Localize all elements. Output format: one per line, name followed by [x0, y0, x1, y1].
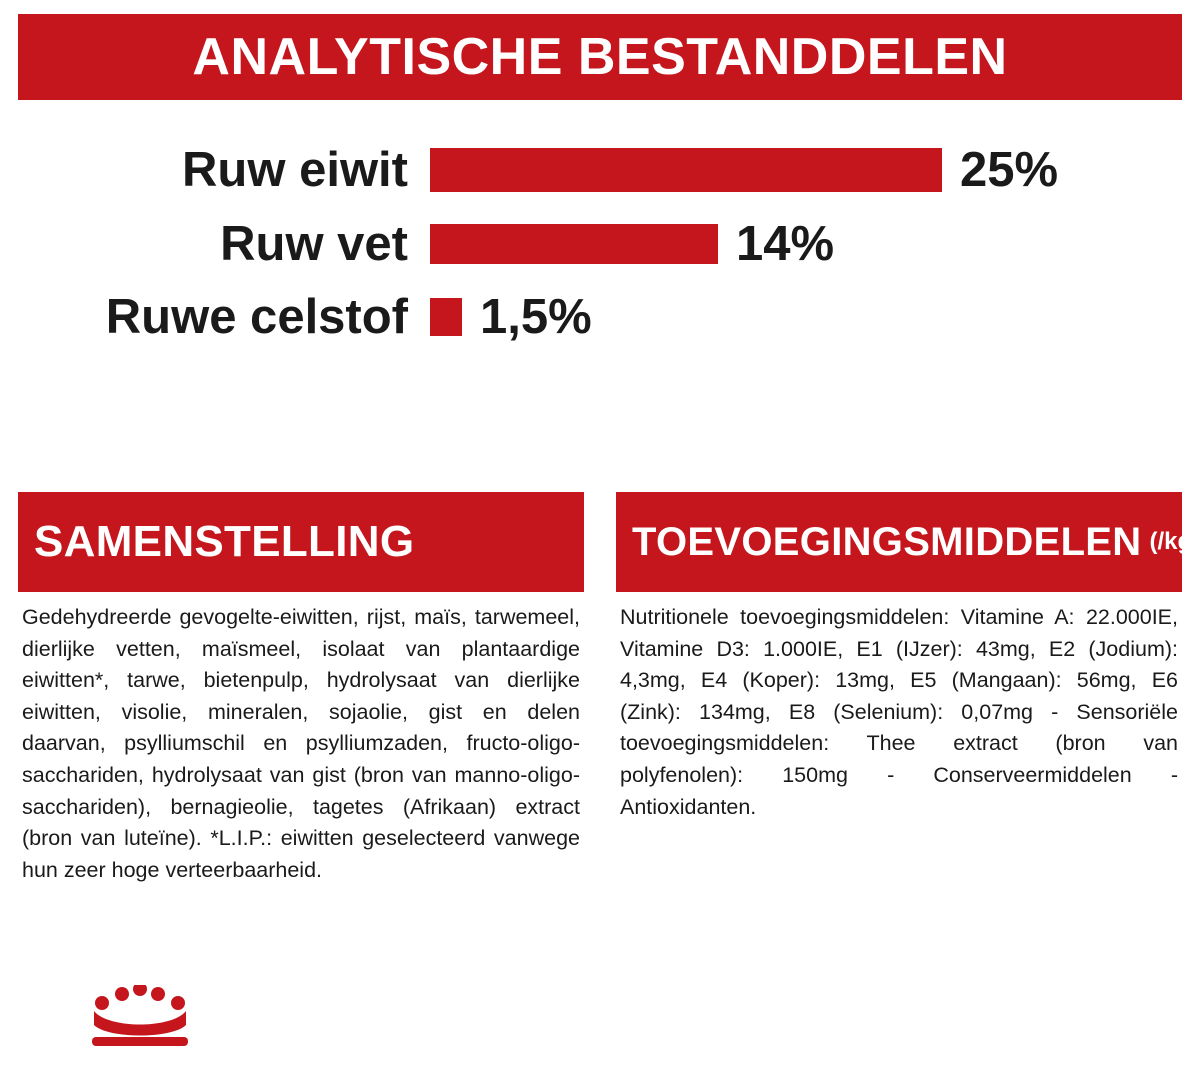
additives-title: TOEVOEGINGSMIDDELEN: [632, 520, 1142, 564]
chart-row: [18, 208, 1182, 280]
bar-value: 1,5%: [480, 289, 592, 344]
composition-body: [18, 592, 584, 886]
bar-track: [430, 134, 1182, 206]
bar-value: 14%: [736, 216, 835, 271]
bar-fill: [430, 224, 718, 264]
chart-row: [18, 134, 1182, 206]
additives-text: Nutritionele toevoegingsmiddelen: Vitamine A: 22.000IE, Vitamine D3: 1.000IE, E1 (IJzer): 43mg, E2 (Jodium): 4,3mg, E4 (Koper): 13mg, E5 (Mangaan): 56mg, E6 (Zink): 134mg, E8 (Selenium): 0,07mg - Sensoriële toevoegingsmiddelen: Thee extract (bron van polyfenolen): 150mg - Conserveermiddelen - Antioxidanten.: [620, 605, 1178, 819]
composition-title: SAMENSTELLING: [34, 517, 415, 566]
bar-value: 25%: [960, 142, 1059, 197]
bar-fill: [430, 298, 462, 336]
additives-header: [616, 492, 1200, 592]
additives-body: [616, 592, 1182, 823]
chart-row: [18, 281, 1182, 353]
royal-canin-crown-logo-icon: [80, 985, 200, 1057]
bar-label: Ruw vet: [220, 216, 408, 271]
analytical-constituents-chart: [18, 118, 1182, 368]
composition-header: [18, 492, 584, 592]
additives-panel: [616, 492, 1200, 823]
composition-panel: [18, 492, 584, 886]
page-title: ANALYTISCHE BESTANDDELEN: [192, 28, 1008, 86]
analytical-constituents-header: [18, 14, 1182, 100]
bar-label: Ruwe celstof: [105, 289, 408, 344]
bar-track: [430, 208, 1182, 280]
bar-label: Ruw eiwit: [182, 142, 408, 197]
composition-text: Gedehydreerde gevogelte-eiwitten, rijst, maïs, tarwemeel, dierlijke vetten, maïsmeel, isolaat van plantaardige eiwitten*, tarwe, bietenpulp, hydrolysaat van dierlijke eiwitten, visolie, mineralen, sojaolie, gist en delen daarvan, psylliumschil en psylliumzaden, fructo-oligo-sacchariden, hydrolysaat van gist (bron van manno-oligo-sacchariden), bernagieolie, tagetes (Afrikaan) extract (bron van luteïne). *L.I.P.: eiwitten geselecteerd vanwege hun zeer hoge verteerbaarheid.: [22, 605, 580, 882]
additives-unit: (/kg): [1149, 528, 1200, 555]
bar-track: [430, 281, 1182, 353]
bar-fill: [430, 148, 942, 192]
